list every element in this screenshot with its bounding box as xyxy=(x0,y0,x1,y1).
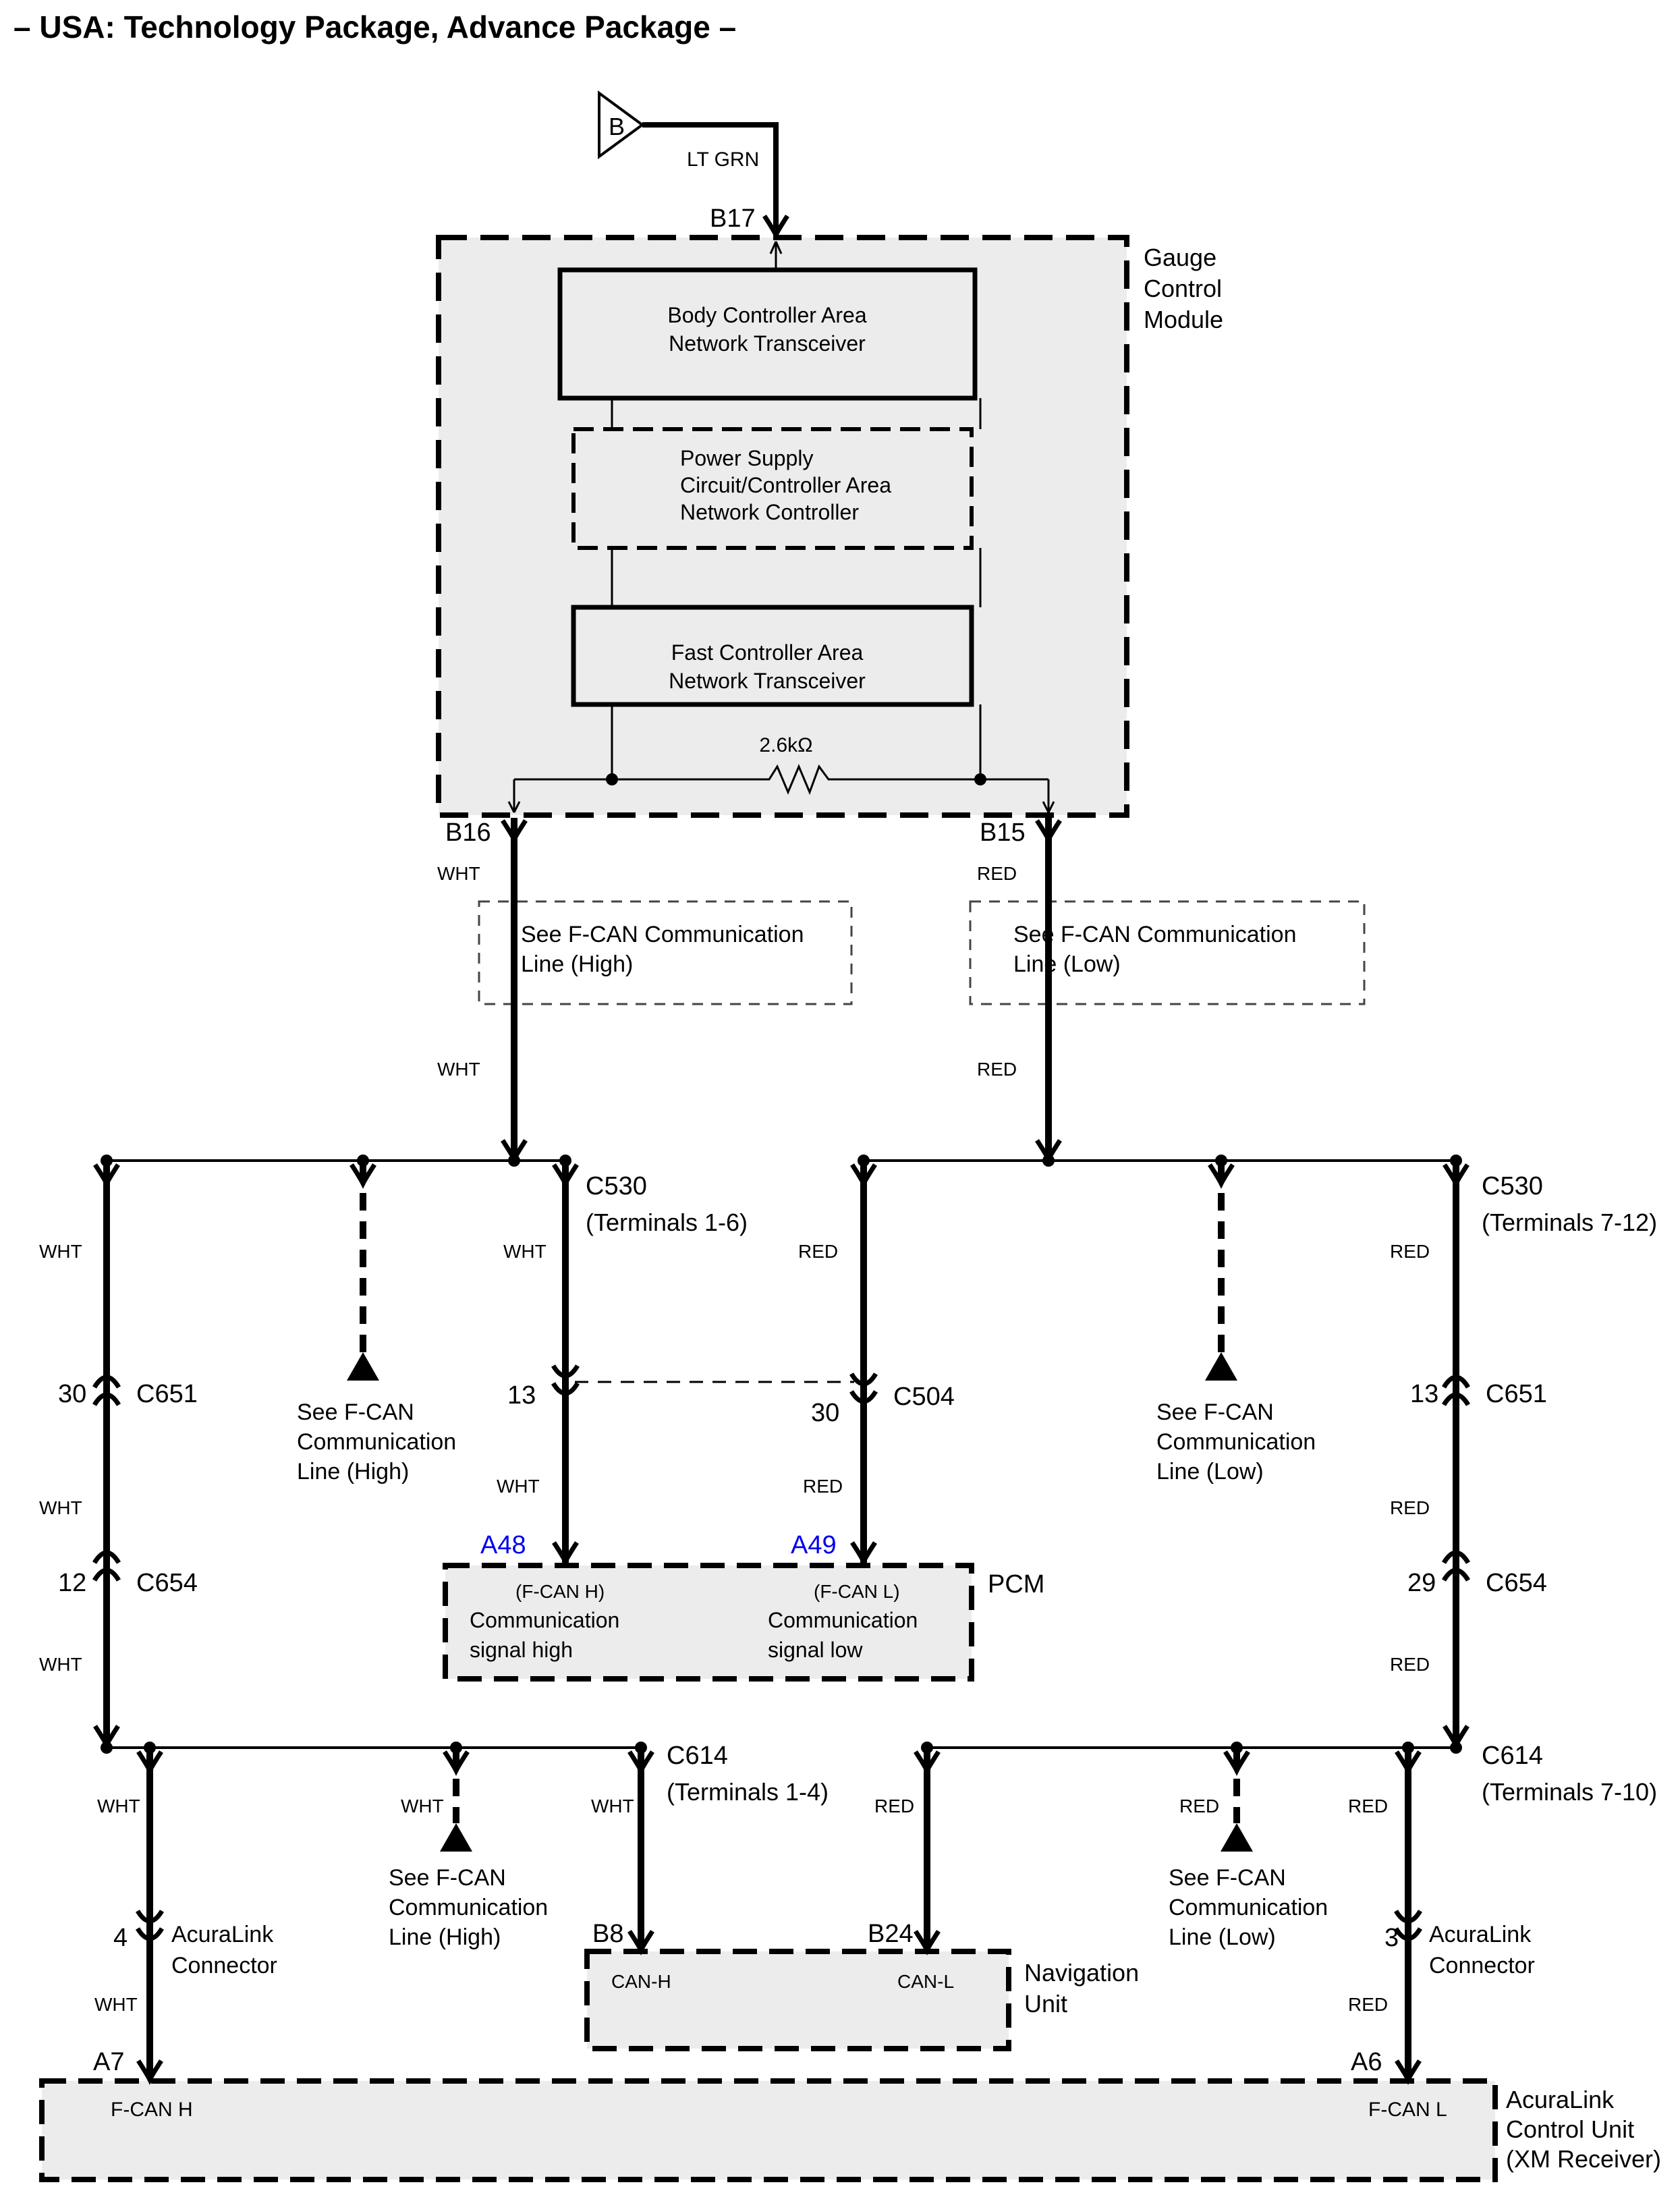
svg-text:Network Transceiver: Network Transceiver xyxy=(669,331,866,356)
svg-text:Gauge: Gauge xyxy=(1144,244,1217,271)
acuralink-connector-left-label xyxy=(171,1922,277,1978)
triangle-high-bottom xyxy=(440,1823,472,1852)
connector-c530-left: C530 xyxy=(586,1172,647,1200)
wire-color-red-1: RED xyxy=(977,863,1017,884)
pin-a7: A7 xyxy=(93,2048,125,2076)
pin-13-center: 13 xyxy=(507,1381,536,1410)
nav-can-h: CAN-H xyxy=(611,1971,671,1992)
wire-color-red-11: RED xyxy=(1348,1994,1389,2015)
svg-text:See F-CAN Communication: See F-CAN Communication xyxy=(1013,922,1297,947)
wire-color-red-7: RED xyxy=(1390,1654,1430,1675)
svg-text:Line (Low): Line (Low) xyxy=(1156,1459,1264,1484)
gauge-module-label xyxy=(1144,244,1223,333)
wire-color-wht-6: WHT xyxy=(39,1497,82,1518)
pin-b8: B8 xyxy=(592,1920,624,1948)
wire-color-ltgrn: LT GRN xyxy=(687,148,760,171)
wire-color-wht-10: WHT xyxy=(591,1796,634,1816)
xm-fcan-l: F-CAN L xyxy=(1368,2099,1447,2121)
c614-right-terminals: (Terminals 7-10) xyxy=(1482,1778,1658,1806)
wire-color-wht-11: WHT xyxy=(94,1994,138,2015)
pin-3-acuralink: 3 xyxy=(1384,1924,1399,1952)
circuit-ref-label: B xyxy=(609,113,625,140)
svg-text:See F-CAN: See F-CAN xyxy=(1156,1399,1274,1425)
acuralink-control-unit-box xyxy=(42,2081,1495,2180)
wire-color-wht-7: WHT xyxy=(39,1654,82,1675)
connector-c654-right: C654 xyxy=(1486,1569,1547,1597)
wire-b-to-b17 xyxy=(642,125,776,233)
navigation-unit-label xyxy=(1024,1959,1139,2018)
triangle-low-bottom xyxy=(1221,1823,1253,1852)
svg-text:signal low: signal low xyxy=(768,1638,863,1662)
pin-4-acuralink: 4 xyxy=(113,1924,128,1952)
svg-text:Communication: Communication xyxy=(470,1608,620,1632)
pin-b24: B24 xyxy=(868,1920,914,1948)
triangle-high-mid xyxy=(347,1352,379,1381)
resistor-value: 2.6kΩ xyxy=(759,734,813,756)
navigation-unit-box xyxy=(587,1951,1009,2049)
svg-text:Network Controller: Network Controller xyxy=(680,500,859,524)
svg-text:signal high: signal high xyxy=(470,1638,573,1662)
wire-color-red-5: RED xyxy=(803,1476,843,1497)
svg-text:Body Controller Area: Body Controller Area xyxy=(667,303,867,327)
connector-c654-left: C654 xyxy=(136,1569,198,1597)
svg-text:(XM Receiver): (XM Receiver) xyxy=(1506,2145,1662,2173)
svg-text:Connector: Connector xyxy=(1429,1953,1535,1978)
wire-color-red-3: RED xyxy=(798,1241,839,1262)
wire-color-wht-5: WHT xyxy=(497,1476,540,1497)
svg-text:AcuraLink: AcuraLink xyxy=(1506,2086,1615,2113)
acuralink-connector-right-label xyxy=(1429,1922,1535,1978)
svg-text:Circuit/Controller Area: Circuit/Controller Area xyxy=(680,473,891,497)
svg-text:Power Supply: Power Supply xyxy=(680,446,814,470)
connector-c651-left: C651 xyxy=(136,1380,198,1408)
svg-text:Line (High): Line (High) xyxy=(389,1924,501,1950)
svg-text:Network Transceiver: Network Transceiver xyxy=(669,669,866,693)
stub-fcan-low2-label xyxy=(1169,1865,1328,1950)
svg-text:Connector: Connector xyxy=(171,1953,277,1978)
wire-color-wht-1: WHT xyxy=(437,863,480,884)
pin-b15: B15 xyxy=(980,818,1026,847)
wire-color-wht-3: WHT xyxy=(39,1241,82,1262)
c530-right-terminals: (Terminals 7-12) xyxy=(1482,1209,1658,1236)
wire-color-red-4: RED xyxy=(1390,1241,1430,1262)
svg-text:Module: Module xyxy=(1144,306,1224,333)
svg-text:Control Unit: Control Unit xyxy=(1506,2115,1635,2143)
connector-c614-left: C614 xyxy=(667,1742,728,1770)
svg-text:(F-CAN L): (F-CAN L) xyxy=(814,1581,900,1602)
svg-text:Unit: Unit xyxy=(1024,1990,1068,2018)
connector-c614-right: C614 xyxy=(1482,1742,1543,1770)
c614-left-terminals: (Terminals 1-4) xyxy=(667,1778,829,1806)
pin-12-left: 12 xyxy=(58,1569,87,1597)
svg-text:Fast Controller Area: Fast Controller Area xyxy=(671,640,864,665)
pin-13-right: 13 xyxy=(1410,1380,1439,1408)
wire-color-wht-4: WHT xyxy=(503,1241,547,1262)
svg-text:See F-CAN: See F-CAN xyxy=(1169,1865,1286,1891)
svg-text:Communication: Communication xyxy=(297,1429,457,1455)
acuralink-control-unit-label xyxy=(1506,2086,1661,2173)
pin-29-right: 29 xyxy=(1407,1569,1436,1597)
svg-text:Line (High): Line (High) xyxy=(297,1459,410,1484)
svg-text:Line (Low): Line (Low) xyxy=(1169,1924,1276,1950)
wire-color-red-2: RED xyxy=(977,1059,1017,1080)
svg-text:Communication: Communication xyxy=(1169,1895,1328,1920)
pcm-label: PCM xyxy=(988,1570,1045,1599)
svg-text:Communication: Communication xyxy=(1156,1429,1316,1455)
svg-text:AcuraLink: AcuraLink xyxy=(171,1922,274,1947)
wire-color-wht-2: WHT xyxy=(437,1059,480,1080)
pin-30-center: 30 xyxy=(811,1399,840,1427)
ref-fcan-low-label xyxy=(1013,922,1296,977)
svg-text:Line (Low): Line (Low) xyxy=(1013,951,1121,977)
svg-text:Communication: Communication xyxy=(768,1608,918,1632)
wire-color-red-6: RED xyxy=(1390,1497,1430,1518)
svg-text:See F-CAN Communication: See F-CAN Communication xyxy=(521,922,804,947)
stub-fcan-high-label xyxy=(297,1399,456,1484)
svg-text:See F-CAN: See F-CAN xyxy=(389,1865,506,1891)
c530-left-terminals: (Terminals 1-6) xyxy=(586,1209,748,1236)
pin-a49: A49 xyxy=(791,1531,837,1559)
connector-c530-right: C530 xyxy=(1482,1172,1543,1200)
svg-text:Control: Control xyxy=(1144,275,1223,302)
xm-fcan-h: F-CAN H xyxy=(111,2099,193,2121)
ref-fcan-high-label xyxy=(521,922,804,977)
page-title: – USA: Technology Package, Advance Package – xyxy=(13,9,737,45)
svg-text:See F-CAN: See F-CAN xyxy=(297,1399,414,1425)
pin-b16: B16 xyxy=(445,818,491,847)
pin-b17: B17 xyxy=(710,204,756,233)
pin-a48: A48 xyxy=(480,1531,526,1559)
svg-text:AcuraLink: AcuraLink xyxy=(1429,1922,1532,1947)
stub-fcan-low-label xyxy=(1156,1399,1316,1484)
wire-color-red-9: RED xyxy=(1179,1796,1220,1816)
wire-color-red-10: RED xyxy=(1348,1796,1389,1816)
connector-c651-right: C651 xyxy=(1486,1380,1547,1408)
svg-text:Navigation: Navigation xyxy=(1024,1959,1140,1987)
wire-color-wht-8: WHT xyxy=(97,1796,140,1816)
svg-text:(F-CAN H): (F-CAN H) xyxy=(515,1581,605,1602)
svg-text:Communication: Communication xyxy=(389,1895,549,1920)
connector-c504: C504 xyxy=(893,1383,955,1411)
wire-color-wht-9: WHT xyxy=(401,1796,444,1816)
triangle-low-mid xyxy=(1205,1352,1237,1381)
wire-color-red-8: RED xyxy=(874,1796,915,1816)
pin-30-left: 30 xyxy=(58,1380,87,1408)
nav-can-l: CAN-L xyxy=(897,1971,955,1992)
svg-text:Line (High): Line (High) xyxy=(521,951,634,977)
pin-a6: A6 xyxy=(1351,2048,1382,2076)
stub-fcan-high2-label xyxy=(389,1865,548,1950)
